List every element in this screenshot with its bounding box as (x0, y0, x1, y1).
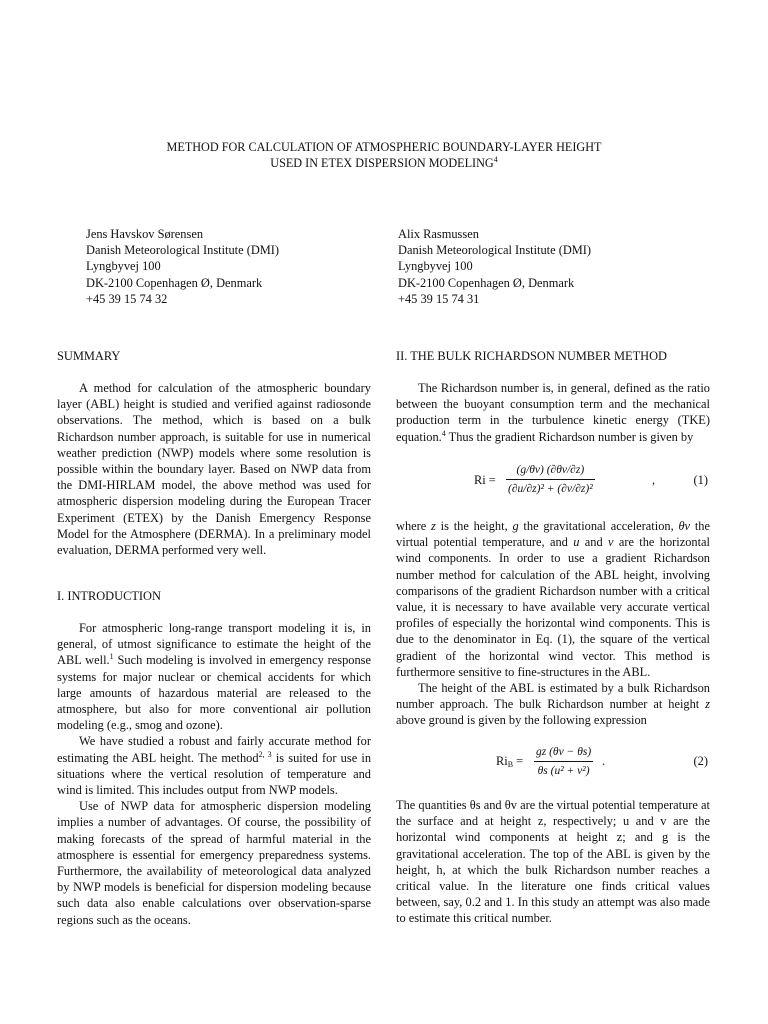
section2-paragraph-1: The Richardson number is, in general, defined as the ratio between the buoyant consumption term and the mechanical production term in the turbulence kinetic energy (TKE) equation.$^4$ Thus the gradient Richardson number is given by (396, 381, 710, 444)
author-block-2 (398, 226, 698, 307)
equation-2-denominator: θs (u² + v²) (537, 765, 590, 778)
equation-2 (396, 744, 710, 784)
section2-heading: II. THE BULK RICHARDSON NUMBER METHOD (396, 349, 667, 363)
paper-title (0, 140, 768, 171)
intro-paragraph-2: We have studied a robust and fairly accurate method for estimating the ABL height. The method$^{2, 3}$ is suited for use in situations where the vertical resolution of temperature and wind is limited. This includes output from NWP models. (57, 734, 372, 798)
author-city: DK-2100 Copenhagen Ø, Denmark (86, 275, 263, 290)
author-street: Lyngbyvej 100 (86, 259, 161, 274)
author-institute: Danish Meteorological Institute (DMI) (398, 243, 592, 258)
equation-1-lhs: Ri = (474, 473, 496, 487)
intro-body (57, 620, 371, 928)
equation-2-fraction (534, 744, 593, 779)
section2-paragraph-2: where z is the height, g the gravitational acceleration, θv the virtual potential temperature, and u and v are the horizontal wind components. In order to use a gradient Richardson number method for calculation of the ABL height, involving comparisons of the gradient Richardson number with a critical value, it is necessary to have available very accurate vertical profiles of especially the horizontal wind components. This is due to the denominator in Eq. (1), the square of the vertical gradient of the horizontal wind vector. This method is furthermore sensitive to fine-structures in the ABL. (396, 519, 710, 679)
section2-tail (396, 797, 710, 927)
author-phone: +45 39 15 74 32 (86, 291, 168, 306)
section2-intro (396, 380, 710, 445)
author-phone: +45 39 15 74 31 (398, 291, 480, 306)
footnote-ref: 2, 3 (258, 749, 272, 759)
equation-1-fraction (506, 462, 595, 497)
equation-1-numerator: (g/θv) (∂θv/∂z) (516, 464, 585, 476)
section2 (396, 348, 710, 364)
author-institute: Danish Meteorological Institute (DMI) (86, 243, 280, 258)
summary-section (57, 348, 371, 364)
intro-heading: I. INTRODUCTION (57, 589, 161, 603)
equation-2-numerator: gz (θv − θs) (536, 746, 592, 758)
summary-heading: SUMMARY (57, 349, 121, 363)
equation-1-denominator: (∂u/∂z)² + (∂v/∂z)² (508, 483, 593, 496)
summary-body (57, 380, 371, 558)
author-name: Alix Rasmussen (398, 227, 479, 241)
footnote-ref: 4 (441, 428, 446, 438)
intro-paragraph-3: Use of NWP data for atmospheric dispersion modeling implies a number of advantages. Of course, the possibility of making forecasts of the spread of harmful material in the atmosphere is essential for emergency preparedness systems. Furthermore, the availability of meteorological data analyzed by NWP models is beneficial for dispersion modeling because such data also enable calculations over observation-sparse regions such as the oceans. (57, 799, 371, 927)
equation-2-lhs: $Ri_B$ = (496, 754, 524, 769)
author-name: Jens Havskov Sørensen (86, 227, 204, 241)
intro-paragraph-1: For atmospheric long-range transport modeling it is, in general, of utmost significance to estimate the height of the ABL well.$^1$ Such modeling is involved in emergency response systems for major nuclear or chemical accidents for which large amounts of hazardous material are released to the atmosphere, but also for more conventional air pollution modeling (e.g., smog and ozone). (57, 621, 371, 733)
title-line-1: METHOD FOR CALCULATION OF ATMOSPHERIC BOUNDARY-LAYER HEIGHT (166, 140, 602, 154)
title-footnote: 4 (493, 154, 498, 164)
summary-paragraph: A method for calculation of the atmospheric boundary layer (ABL) height is studied and verified against radiosonde observations. The method, which is based on a bulk Richardson number approach, is suitable for use in numerical weather prediction (NWP) models where some resolution is possible within the boundary layer. Based on NWP data from the DMI-HIRLAM model, the above method was used for atmospheric dispersion modeling during the European Tracer Experiment (ETEX) by the Danish Emergency Response Model for the Atmosphere (DERMA). In a preliminary model evaluation, DERMA performed very well. (57, 381, 371, 558)
author-block-1 (86, 226, 386, 307)
intro-section (57, 588, 371, 604)
author-city: DK-2100 Copenhagen Ø, Denmark (398, 275, 575, 290)
equation-2-tail: . (602, 754, 606, 768)
title-line-2: USED IN ETEX DISPERSION MODELING$^4$ (270, 154, 498, 170)
equation-1-number: (1) (693, 473, 708, 487)
section2-body (396, 518, 710, 729)
fraction-bar (534, 761, 593, 762)
section2-paragraph-4: The quantities θs and θv are the virtual potential temperature at the surface and at height z, respectively; u and v are the horizontal wind components at height z; and g is the gravitational acceleration. The top of the ABL is given by the height, h, at which the bulk Richardson number reaches a critical value. In the literature one finds critical values between, say, 0.2 and 1. In this study an attempt was also made to estimate this critical number. (396, 798, 710, 926)
equation-1 (396, 462, 710, 502)
section2-paragraph-3: The height of the ABL is estimated by a bulk Richardson number approach. The bulk Richardson number at height z above ground is given by the following expression (396, 681, 710, 728)
footnote-ref: 1 (109, 652, 114, 662)
equation-2-number: (2) (693, 754, 708, 768)
fraction-bar (506, 479, 595, 480)
author-street: Lyngbyvej 100 (398, 259, 473, 274)
equation-1-tail: , (652, 473, 656, 487)
